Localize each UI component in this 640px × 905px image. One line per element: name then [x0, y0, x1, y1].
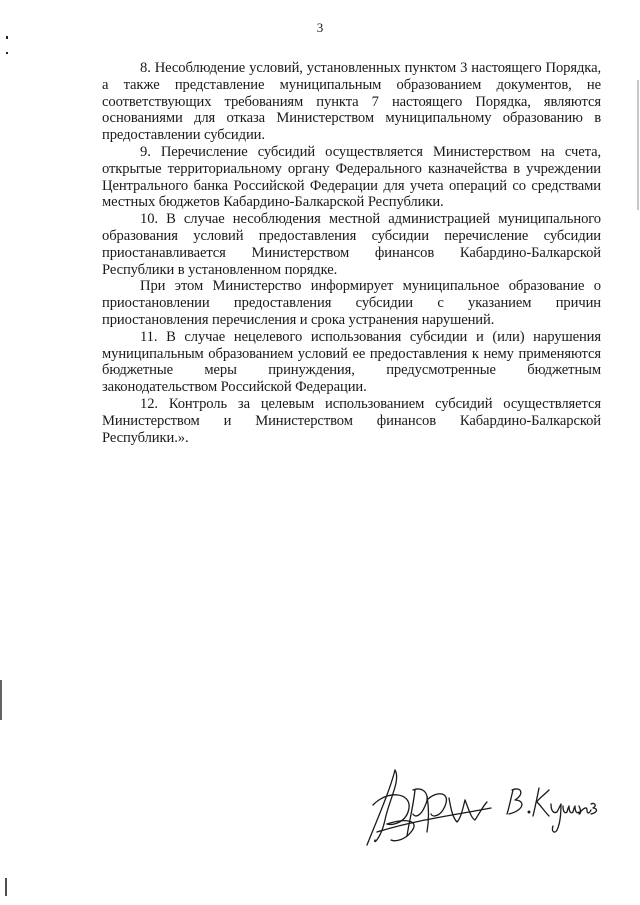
scan-artifact-left-edge: [0, 680, 2, 720]
paragraph-9: 9. Перечисление субсидий осуществляется Министерством на счета, открытые территориальному органу Федерального казначейства в учреждении Центрального банка Российской Федерации для учета операций со средствами местных бюджетов Кабардино-Балкарской Республики.: [102, 143, 601, 211]
scan-artifact-left-bottom: [5, 878, 7, 896]
signature-strokes: [367, 770, 597, 845]
scan-artifact-left-top: [6, 36, 8, 39]
document-body: [102, 60, 601, 446]
paragraph-10-continuation: При этом Министерство информирует муниципальное образование о приостановлении предоставления субсидии с указанием причин приостановления перечисления и срока устранения нарушений.: [102, 278, 601, 328]
paragraph-11: 11. В случае нецелевого использования субсидии и (или) нарушения муниципальным образованием условий ее предоставления к нему применяются бюджетные меры принуждения, предусмотренные бюджетным законодательством Российской Федерации.: [102, 328, 601, 396]
paragraph-10: 10. В случае несоблюдения местной администрацией муниципального образования условий предоставления субсидии перечисление субсидии приостанавливается Министерством финансов Кабардино-Балкарской Республики в установленном порядке.: [102, 211, 601, 278]
scan-artifact-right-edge: [637, 80, 639, 210]
signature: [365, 760, 600, 855]
page-number: 3: [316, 20, 324, 35]
paragraph-8: 8. Несоблюдение условий, установленных пунктом 3 настоящего Порядка, а также представление муниципальным образованием документов, не соответствующих требованиям пункта 7 настоящего Порядка, являются основаниями для отказа Министерством муниципальному образованию в предоставлении субсидии.: [102, 60, 601, 144]
paragraph-12: 12. Контроль за целевым использованием субсидий осуществляется Министерством и Министерством финансов Кабардино-Балкарской Республики.».: [102, 395, 601, 446]
scan-artifact-left-top-2: [6, 52, 8, 54]
